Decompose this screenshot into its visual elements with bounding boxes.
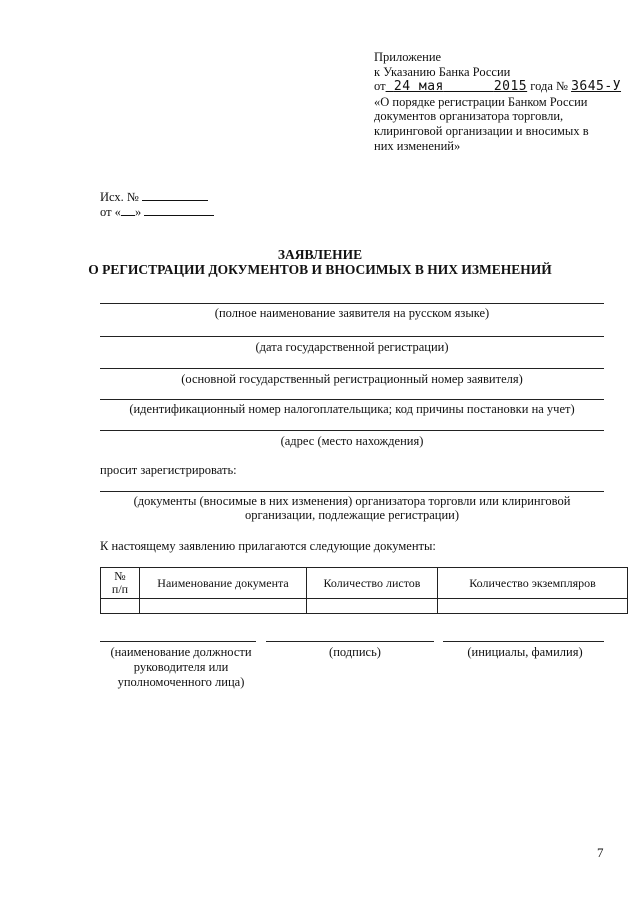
signature-line-initials bbox=[443, 641, 604, 642]
field-line-ogrn bbox=[100, 368, 604, 369]
appendix-date-day-month: 24 мая bbox=[393, 79, 444, 95]
table-header-copy-count: Количество экземпляров bbox=[438, 568, 628, 599]
document-title: ЗАЯВЛЕНИЕ bbox=[277, 247, 363, 262]
table-cell-document-name[interactable] bbox=[140, 599, 307, 614]
request-text: просит зарегистрировать: bbox=[100, 463, 237, 477]
field-caption-registration-date: (дата государственной регистрации) bbox=[255, 340, 449, 354]
outgoing-date-blank bbox=[144, 204, 214, 216]
attached-documents-table bbox=[100, 567, 628, 614]
table-header-number: № п/п bbox=[101, 568, 140, 599]
field-caption-documents-2: организации, подлежащие регистрации) bbox=[244, 508, 460, 522]
field-caption-ogrn: (основной государственный регистрационный номер заявителя) bbox=[181, 372, 523, 386]
signature-caption-position: (наименование должности руководителя или уполномоченного лица) bbox=[110, 645, 252, 689]
appendix-subject-line-1: «О порядке регистрации Банком России bbox=[374, 94, 588, 109]
field-caption-documents-1: (документы (вносимые в них изменения) организатора торговли или клиринговой bbox=[133, 494, 571, 508]
outgoing-date-day-blank bbox=[121, 204, 135, 216]
outgoing-date-line bbox=[100, 204, 214, 220]
table-row bbox=[101, 599, 628, 614]
attached-documents-text: К настоящему заявлению прилагаются следующие документы: bbox=[100, 539, 436, 553]
outgoing-ref-label: Исх. № bbox=[100, 190, 139, 204]
page-number: 7 bbox=[597, 845, 604, 860]
table-cell-sheet-count[interactable] bbox=[307, 599, 438, 614]
field-caption-inn-kpp: (идентификационный номер налогоплательщика; код причины постановки на учет) bbox=[129, 402, 575, 416]
appendix-reference: к Указанию Банка России bbox=[374, 64, 511, 79]
field-line-address bbox=[100, 430, 604, 431]
field-caption-applicant-name: (полное наименование заявителя на русском языке) bbox=[214, 306, 490, 320]
outgoing-date-label-start: от « bbox=[100, 205, 121, 219]
appendix-year-word: года № bbox=[530, 79, 568, 94]
outgoing-date-label-mid: » bbox=[134, 205, 142, 219]
appendix-from-prefix: от bbox=[374, 79, 386, 94]
signature-line-sign bbox=[266, 641, 434, 642]
table-cell-number[interactable] bbox=[101, 599, 140, 614]
field-caption-address: (адрес (место нахождения) bbox=[280, 434, 424, 448]
signature-caption-initials: (инициалы, фамилия) bbox=[467, 645, 583, 659]
appendix-header bbox=[374, 50, 622, 153]
table-header-document-name: Наименование документа bbox=[140, 568, 307, 599]
appendix-title: Приложение bbox=[374, 50, 442, 64]
field-line-inn-kpp bbox=[100, 399, 604, 400]
signature-line-position bbox=[100, 641, 256, 642]
appendix-subject-line-2: документов организатора торговли, bbox=[374, 109, 564, 124]
table-cell-copy-count[interactable] bbox=[438, 599, 628, 614]
document-subtitle: О РЕГИСТРАЦИИ ДОКУМЕНТОВ И ВНОСИМЫХ В НИХ ИЗМЕНЕНИЙ bbox=[88, 262, 552, 277]
appendix-date-number bbox=[374, 79, 622, 95]
table-header-row bbox=[101, 568, 628, 599]
field-line-registration-date bbox=[100, 336, 604, 337]
field-line-documents bbox=[100, 491, 604, 492]
appendix-number: 3645-У bbox=[571, 79, 622, 95]
outgoing-ref-line bbox=[100, 189, 208, 205]
outgoing-ref-blank bbox=[142, 189, 208, 201]
appendix-subject-line-4: них изменений» bbox=[374, 138, 461, 153]
table-header-sheet-count: Количество листов bbox=[307, 568, 438, 599]
appendix-date-year: 2015 bbox=[493, 79, 528, 95]
field-line-applicant-name bbox=[100, 303, 604, 304]
appendix-subject-line-3: клиринговой организации и вносимых в bbox=[374, 123, 589, 138]
signature-caption-sign: (подпись) bbox=[329, 645, 381, 659]
